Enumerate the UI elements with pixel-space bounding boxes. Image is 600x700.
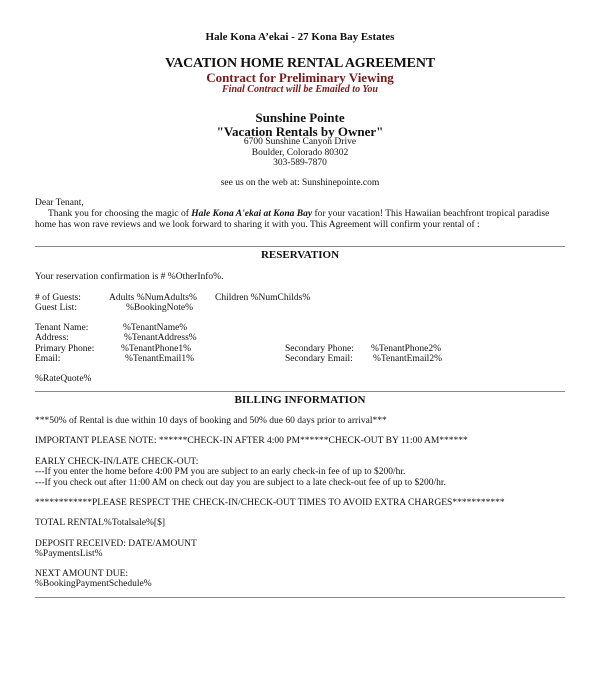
company-name: Sunshine Pointe xyxy=(255,110,345,125)
next-due-heading: NEXT AMOUNT DUE: xyxy=(35,569,129,579)
tenant-name-label: Tenant Name: xyxy=(35,323,89,333)
company-street: 6700 Sunshine Canyon Drive xyxy=(243,137,357,147)
early-late-heading: EARLY CHECK-IN/LATE CHECK-OUT: xyxy=(35,457,199,467)
divider xyxy=(35,391,565,392)
adults-value: Adults %NumAdults% xyxy=(109,293,197,303)
tenant-name-value: %TenantName% xyxy=(123,323,188,333)
intro-paragraph xyxy=(35,209,565,231)
guests-label: # of Guests: xyxy=(35,293,81,303)
next-due-value: %BookingPaymentSchedule% xyxy=(35,579,152,589)
rate-quote: %RateQuote% xyxy=(35,374,92,384)
deposit-value: %PaymentsList% xyxy=(35,549,103,559)
secondary-phone-value: %TenantPhone2% xyxy=(371,344,442,354)
secondary-phone-label: Secondary Phone: xyxy=(285,344,354,354)
divider xyxy=(35,246,565,247)
billing-heading: BILLING INFORMATION xyxy=(234,394,366,406)
address-value: %TenantAddress% xyxy=(124,333,197,343)
deposit-heading: DEPOSIT RECEIVED: DATE/AMOUNT xyxy=(35,539,197,549)
company-website: see us on the web at: Sunshinepointe.com xyxy=(220,178,380,188)
secondary-email-label: Secondary Email: xyxy=(285,354,353,364)
divider xyxy=(35,597,565,598)
respect-times-line: ************PLEASE RESPECT THE CHECK-IN/CHECK-OUT TIMES TO AVOID EXTRA CHARGES*********** xyxy=(35,498,505,508)
primary-phone-label: Primary Phone: xyxy=(35,344,95,354)
greeting: Dear Tenant, xyxy=(35,198,84,208)
final-contract-note: Final Contract will be Emailed to You xyxy=(222,84,378,95)
document-title: VACATION HOME RENTAL AGREEMENT xyxy=(165,56,435,71)
email-value: %TenantEmail1% xyxy=(125,354,194,364)
payment-terms: ***50% of Rental is due within 10 days of booking and 50% due 60 days prior to arrival*** xyxy=(35,416,387,426)
company-city: Boulder, Colorado 80302 xyxy=(251,148,349,158)
email-label: Email: xyxy=(35,354,61,364)
confirmation-line: Your reservation confirmation is # %OtherInfo%. xyxy=(35,272,224,282)
guest-list-label: Guest List: xyxy=(35,303,77,313)
important-note: IMPORTANT PLEASE NOTE: ******CHECK-IN AFTER 4:00 PM******CHECK-OUT BY 11:00 AM****** xyxy=(35,436,468,446)
children-value: Children %NumChilds% xyxy=(215,293,311,303)
reservation-heading: RESERVATION xyxy=(260,249,340,261)
intro-after: for your vacation! This Hawaiian beachfront tropical paradise home has won rave reviews and we look forward to sharing it with you. This Agreement will confirm your rental of : xyxy=(35,209,550,230)
company-tagline: "Vacation Rentals by Owner" xyxy=(216,124,384,139)
intro-before: Thank you for choosing the magic of xyxy=(48,209,192,219)
intro-property-name: Hale Kona A'ekai at Kona Bay xyxy=(191,209,313,219)
company-phone: 303-589-7870 xyxy=(273,158,327,168)
property-line: Hale Kona A’ekai - 27 Kona Bay Estates xyxy=(205,31,395,43)
secondary-email-value: %TenantEmail2% xyxy=(373,354,442,364)
primary-phone-value: %TenantPhone1% xyxy=(121,344,192,354)
document-subtitle: Contract for Preliminary Viewing xyxy=(206,70,394,85)
late-checkout-line: ---If you check out after 11:00 AM on check out day you are subject to a late check-out fee of up to $200/hr. xyxy=(35,478,446,488)
address-label: Address: xyxy=(35,333,69,343)
total-rental: TOTAL RENTAL%Totalsale%[$] xyxy=(35,518,165,528)
guest-list-value: %BookingNote% xyxy=(126,303,194,313)
early-checkin-line: ---If you enter the home before 4:00 PM you are subject to an early check-in fee of up to $200/hr. xyxy=(35,467,406,477)
